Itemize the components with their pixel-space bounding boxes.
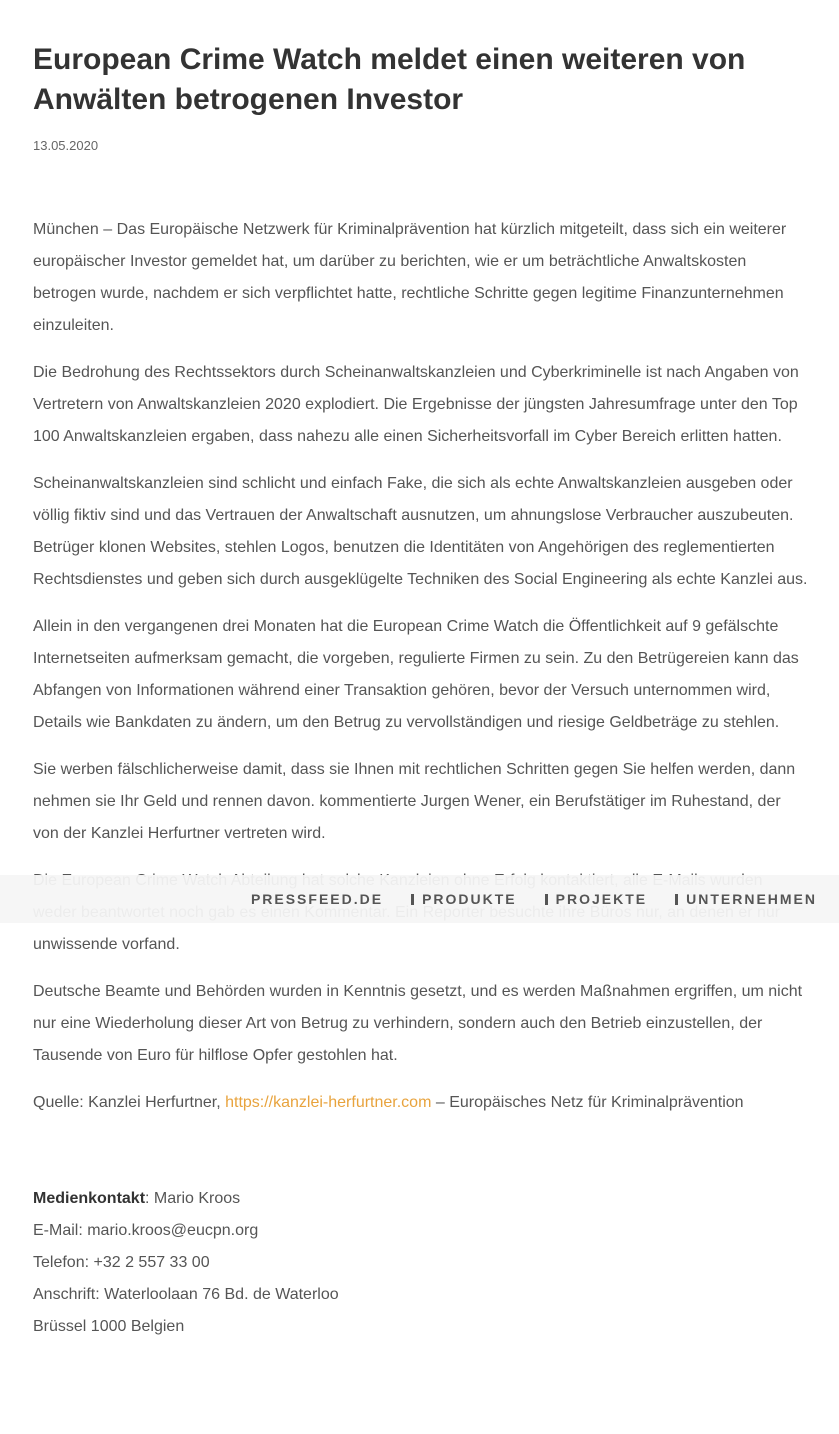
contact-phone: Telefon: +32 2 557 33 00 — [33, 1254, 210, 1271]
article-paragraph: Allein in den vergangenen drei Monaten hat die European Crime Watch die Öffentlichkeit auf 9 gefälschte Internetseiten aufmerksam gemacht, die vorgeben, regulierte Firmen zu sein. Zu den Betrügereien kann das Abfangen von Informationen während einer Transaktion gehören, bevor der Versuch unternommen wird, Details wie Bankdaten zu ändern, um den Betrug zu vervollständigen und riesige Geldbeträge zu stehlen. — [33, 618, 799, 731]
nav-item-label: PRODUKTE — [422, 891, 517, 907]
contact-city: Brüssel 1000 Belgien — [33, 1318, 185, 1335]
article-paragraph: Deutsche Beamte und Behörden wurden in Kenntnis gesetzt, und es werden Maßnahmen ergriffen, um nicht nur eine Wiederholung dieser Art von Betrug zu verhindern, sondern auch den Betrieb einzustellen, der Tausende von Euro für hilflose Opfer gestohlen hat. — [33, 983, 803, 1064]
nav-brand[interactable]: PRESSFEED.DE — [250, 891, 384, 907]
contact-label: Medienkontakt — [33, 1190, 146, 1207]
nav-item-unternehmen[interactable] — [675, 891, 817, 907]
article-date: 13.05.2020 — [33, 138, 99, 153]
contact-email: E-Mail: mario.kroos@eucpn.org — [33, 1222, 259, 1239]
nav-marker-icon — [675, 894, 678, 905]
article-paragraph: München – Das Europäische Netzwerk für Kriminalprävention hat kürzlich mitgeteilt, dass sich ein weiterer europäischer Investor gemeldet hat, um darüber zu berichten, wie er um beträchtliche Anwaltskosten betrogen wurde, nachdem er sich verpflichtet hatte, rechtliche Schritte gegen legitime Finanzunternehmen einzuleiten. — [33, 221, 787, 334]
nav-marker-icon — [411, 894, 414, 905]
source-link[interactable]: https://kanzlei-herfurtner.com — [225, 1094, 432, 1111]
article-paragraph: Die Bedrohung des Rechtssektors durch Scheinanwaltskanzleien und Cyberkriminelle ist nach Angaben von Vertretern von Anwaltskanzleien 2020 explodiert. Die Ergebnisse der jüngsten Jahresumfrage unter den Top 100 Anwaltskanzleien ergaben, dass nahezu alle einen Sicherheitsvorfall im Cyber Bereich erlitten hatten. — [33, 364, 799, 445]
nav-item-produkte[interactable] — [411, 891, 517, 907]
top-navigation — [0, 875, 839, 923]
nav-item-label: UNTERNEHMEN — [686, 891, 817, 907]
article-paragraph: Scheinanwaltskanzleien sind schlicht und einfach Fake, die sich als echte Anwaltskanzleien ausgeben oder völlig fiktiv sind und das Vertrauen der Anwaltschaft ausnutzen, um ahnungslose Verbraucher auszubeuten. Betrüger klonen Websites, stehlen Logos, benutzen die Identitäten von Angehörigen des reglementierten Rechtsdienstes und geben sich durch ausgeklügelte Techniken des Social Engineering als echte Kanzlei aus. — [33, 475, 808, 588]
source-prefix: Quelle: Kanzlei Herfurtner, — [33, 1094, 226, 1111]
article-title: European Crime Watch meldet einen weiteren von Anwälten betrogenen Investor — [33, 43, 746, 116]
source-suffix: – Europäisches Netz für Kriminalprävention — [431, 1094, 744, 1111]
article-body — [33, 214, 808, 1119]
nav-item-projekte[interactable] — [545, 891, 647, 907]
article — [33, 40, 808, 1343]
contact-name: : Mario Kroos — [145, 1190, 241, 1207]
media-contact — [33, 1183, 808, 1343]
contact-name-line — [33, 1183, 808, 1215]
article-paragraph: unwissende vorfand. — [33, 936, 180, 953]
nav-marker-icon — [545, 894, 548, 905]
nav-item-label: PROJEKTE — [555, 891, 648, 907]
source-line — [33, 1087, 808, 1119]
article-paragraph: Sie werben fälschlicherweise damit, dass sie Ihnen mit rechtlichen Schritten gegen Sie helfen werden, dann nehmen sie Ihr Geld und rennen davon. kommentierte Jurgen Wener, ein Berufstätiger im Ruhestand, der von der Kanzlei Herfurtner vertreten wird. — [33, 761, 796, 842]
contact-address: Anschrift: Waterloolaan 76 Bd. de Waterloo — [33, 1286, 339, 1303]
